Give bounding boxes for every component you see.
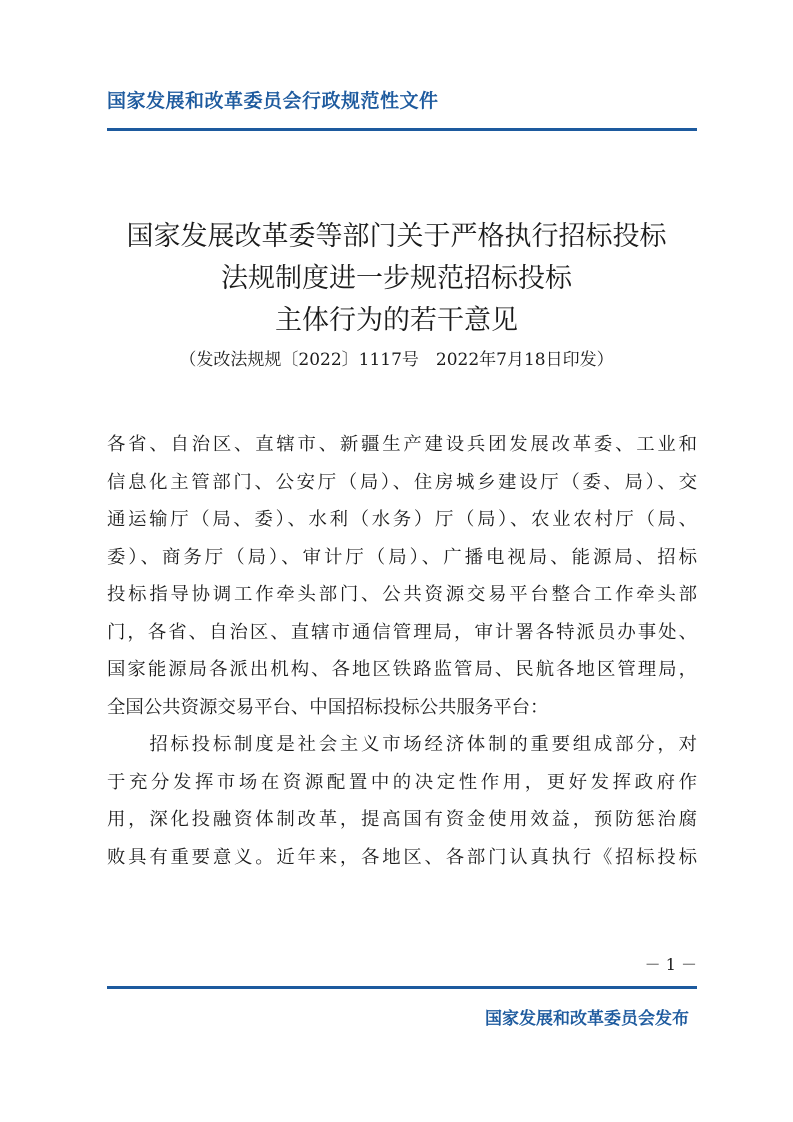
body-line: 用，深化投融资体制改革，提高国有资金使用效益，预防惩治腐	[107, 809, 697, 830]
body-line: 门，各省、自治区、直辖市通信管理局，审计署各特派员办事处、	[107, 621, 697, 643]
page-number: － 1 －	[644, 955, 697, 974]
body-line: 于充分发挥市场在资源配置中的决定性作用，更好发挥政府作	[107, 771, 697, 793]
body-line: 各省、自治区、直辖市、新疆生产建设兵团发展改革委、工业和	[107, 434, 697, 455]
body-line: 委）、商务厅（局）、审计厅（局）、广播电视局、能源局、招标	[107, 546, 697, 568]
body-line: 通运输厅（局、委）、水利（水务）厅（局）、农业农村厅（局、	[107, 509, 697, 530]
body-line: 信息化主管部门、公安厅（局）、住房城乡建设厅（委、局）、交	[107, 471, 697, 493]
document-number: （发改法规规〔2022〕1117号 2022年7月18日印发）	[179, 350, 614, 370]
body-line: 败具有重要意义。近年来，各地区、各部门认真执行《招标投标	[107, 846, 697, 868]
header-title: 国家发展和改革委员会行政规范性文件	[107, 90, 439, 112]
body-line: 招标投标制度是社会主义市场经济体制的重要组成部分，对	[107, 734, 697, 755]
footer-divider	[107, 986, 697, 989]
body-line: 全国公共资源交易平台、中国招标投标公共服务平台：	[107, 696, 549, 718]
footer-publisher: 国家发展和改革委员会发布	[485, 1009, 689, 1029]
document-title-line: 国家发展改革委等部门关于严格执行招标投标	[126, 221, 667, 252]
body-line: 国家能源局各派出机构、各地区铁路监管局、民航各地区管理局，	[107, 659, 697, 680]
header-divider	[107, 128, 697, 131]
document-title-line: 主体行为的若干意见	[275, 305, 518, 336]
document-title	[0, 216, 793, 342]
body-line: 投标指导协调工作牵头部门、公共资源交易平台整合工作牵头部	[107, 584, 697, 605]
document-body	[107, 426, 697, 876]
document-title-line: 法规制度进一步规范招标投标	[221, 263, 572, 294]
